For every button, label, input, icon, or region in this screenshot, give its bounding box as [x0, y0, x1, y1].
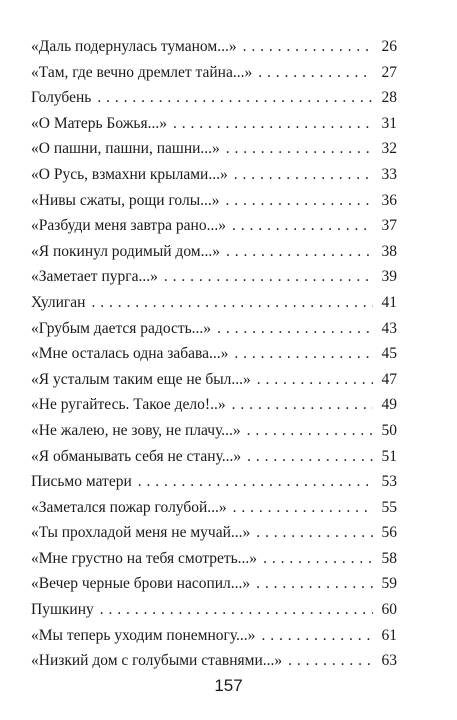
- toc-entry-title: «Низкий дом с голубыми ставнями...»: [31, 652, 283, 670]
- toc-entry-page: 32: [381, 140, 397, 158]
- toc-entry-page: 53: [381, 473, 397, 491]
- toc-dot-leader: [232, 213, 373, 239]
- toc-entry-page: 38: [381, 242, 397, 260]
- toc-dot-leader: [234, 162, 373, 188]
- toc-entry-title: «Грубым дается радость...»: [31, 319, 212, 337]
- toc-entry-page: 58: [381, 549, 397, 567]
- toc-entry-page: 37: [381, 217, 397, 235]
- toc-entry-title: «Мы теперь уходим понемногу...»: [31, 626, 256, 644]
- toc-entry: [31, 392, 397, 418]
- toc-entry: [31, 111, 397, 137]
- toc-entry-title: «Там, где вечно дремлет тайна...»: [31, 63, 253, 81]
- toc-dot-leader: [243, 34, 373, 60]
- toc-entry-page: 51: [381, 447, 397, 465]
- toc-dot-leader: [226, 188, 374, 214]
- toc-entry-page: 33: [381, 165, 397, 183]
- toc-entry-title: «Заметался пожар голубой...»: [31, 498, 227, 516]
- toc-dot-leader: [226, 136, 373, 162]
- toc-entry: [31, 264, 397, 290]
- toc-entry-page: 45: [381, 345, 397, 363]
- toc-dot-leader: [247, 444, 373, 470]
- toc-entry: [31, 136, 397, 162]
- toc-entry-title: «О пашни, пашни, пашни...»: [31, 140, 220, 158]
- toc-entry-page: 27: [381, 63, 397, 81]
- toc-dot-leader: [256, 571, 373, 597]
- toc-entry-page: 59: [381, 575, 397, 593]
- toc-entry-page: 36: [381, 191, 397, 209]
- toc-entry: [31, 571, 397, 597]
- toc-entry: [31, 60, 397, 86]
- toc-entry-page: 60: [381, 601, 397, 619]
- toc-entry-title: Голубень: [31, 89, 92, 107]
- toc-entry: [31, 85, 397, 111]
- toc-entry: [31, 341, 397, 367]
- toc-dot-leader: [173, 111, 373, 137]
- toc-entry-title: «Мне осталась одна забава...»: [31, 345, 229, 363]
- toc-entry-page: 56: [381, 524, 397, 542]
- toc-entry: [31, 239, 397, 265]
- toc-dot-leader: [233, 495, 373, 521]
- toc-dot-leader: [100, 597, 373, 623]
- toc-entry-title: «Даль подернулась туманом...»: [31, 38, 237, 55]
- toc-entry-title: «Разбуди меня завтра рано...»: [31, 217, 226, 235]
- toc-entry: [31, 623, 397, 649]
- toc-dot-leader: [257, 367, 373, 393]
- table-of-contents: [31, 34, 397, 674]
- toc-dot-leader: [288, 648, 373, 674]
- toc-dot-leader: [226, 239, 373, 265]
- toc-entry-title: «Ты прохладой меня не мучай...»: [31, 524, 251, 542]
- toc-dot-leader: [138, 469, 373, 495]
- toc-dot-leader: [232, 392, 373, 418]
- toc-entry-title: «Я усталым таким еще не был...»: [31, 370, 251, 388]
- toc-entry: [31, 648, 397, 674]
- toc-dot-leader: [258, 60, 373, 86]
- toc-entry-title: Пушкину: [31, 601, 94, 619]
- toc-dot-leader: [97, 85, 373, 111]
- toc-entry-title: «Я обманывать себя не стану...»: [31, 447, 242, 465]
- toc-entry-title: «Я покинул родимый дом...»: [31, 242, 220, 260]
- toc-entry-page: 39: [381, 268, 397, 286]
- toc-dot-leader: [247, 418, 373, 444]
- toc-entry-title: «Не жалею, не зову, не плачу...»: [31, 421, 241, 439]
- toc-entry: [31, 469, 397, 495]
- toc-dot-leader: [263, 546, 373, 572]
- toc-entry-title: «Мне грустно на тебя смотреть...»: [31, 549, 258, 567]
- toc-entry-title: «О Матерь Божья...»: [31, 114, 167, 132]
- toc-entry: [31, 495, 397, 521]
- toc-entry: [31, 597, 397, 623]
- toc-dot-leader: [164, 264, 373, 290]
- toc-entry-title: «Не ругайтесь. Такое дело!..»: [31, 396, 226, 414]
- toc-entry-page: 63: [381, 652, 397, 670]
- toc-entry: [31, 162, 397, 188]
- toc-entry: [31, 520, 397, 546]
- toc-entry-page: 43: [381, 319, 397, 337]
- toc-entry: [31, 34, 397, 60]
- toc-entry-page: 50: [381, 421, 397, 439]
- toc-entry-title: «Вечер черные брови насопил...»: [31, 575, 251, 593]
- toc-entry-title: Хулиган: [31, 293, 86, 311]
- toc-entry-page: 31: [381, 114, 397, 132]
- toc-entry-page: 41: [381, 293, 397, 311]
- toc-entry-title: Письмо матери: [31, 473, 132, 491]
- toc-entry-title: «О Русь, взмахни крылами...»: [31, 165, 228, 183]
- toc-dot-leader: [91, 290, 373, 316]
- toc-entry: [31, 367, 397, 393]
- toc-entry: [31, 290, 397, 316]
- toc-dot-leader: [256, 520, 373, 546]
- toc-entry-page: 47: [381, 370, 397, 388]
- toc-dot-leader: [217, 316, 373, 342]
- toc-entry: [31, 213, 397, 239]
- toc-entry: [31, 418, 397, 444]
- toc-dot-leader: [261, 623, 373, 649]
- toc-entry-page: 55: [381, 498, 397, 516]
- toc-dot-leader: [234, 341, 373, 367]
- toc-entry-page: 28: [381, 89, 397, 107]
- toc-entry-page: 61: [381, 626, 397, 644]
- toc-entry-title: «Нивы сжаты, рощи голы...»: [31, 191, 220, 209]
- toc-entry: [31, 188, 397, 214]
- toc-entry: [31, 316, 397, 342]
- toc-entry-page: 26: [381, 38, 397, 55]
- toc-entry: [31, 444, 397, 470]
- toc-entry: [31, 546, 397, 572]
- page-number: 157: [214, 676, 243, 695]
- toc-entry-title: «Заметает пурга...»: [31, 268, 158, 286]
- toc-entry-page: 49: [381, 396, 397, 414]
